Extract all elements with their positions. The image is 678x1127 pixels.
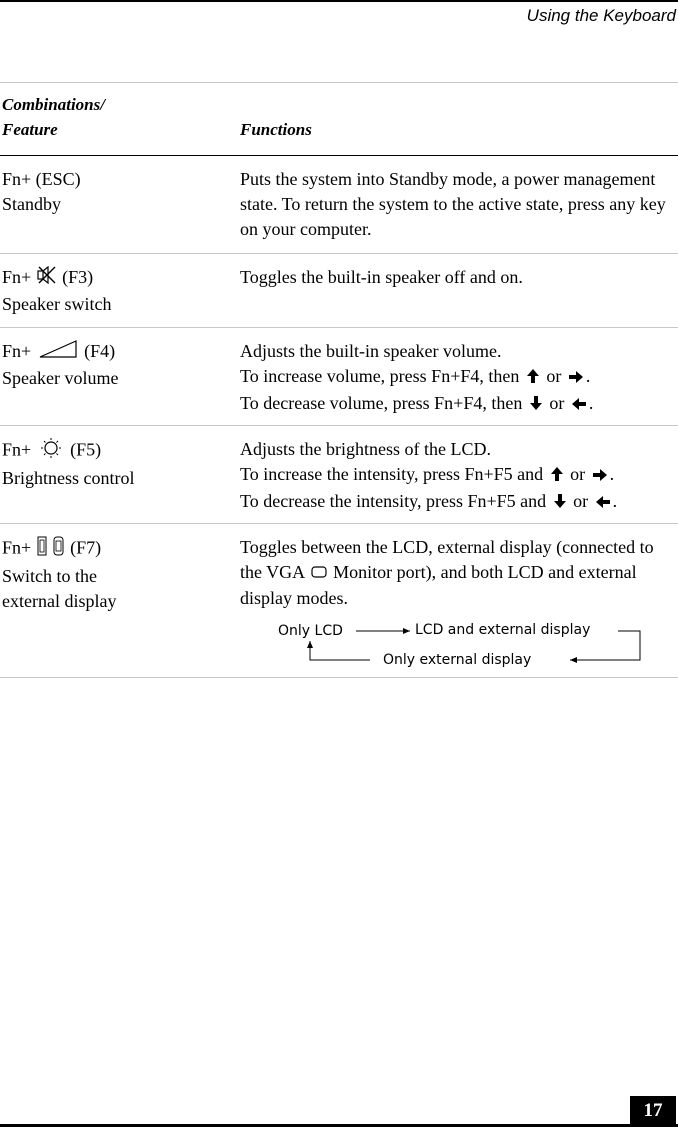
- column-header-feature: Combinations/ Feature: [2, 95, 105, 139]
- function-description: Adjusts the built-in speaker volume. To increase volume, press Fn+F4, then or . To decrease volume, press Fn+F4, then or .: [240, 328, 678, 425]
- lcd-and-external-label: LCD and external display: [415, 622, 591, 639]
- feature-name: Switch to the: [2, 566, 97, 586]
- function-description: Adjusts the brightness of the LCD. To increase the intensity, press Fn+F5 and or . To decrease the intensity, press Fn+F5 and or .: [240, 426, 678, 523]
- display-switch-icon: [36, 535, 66, 564]
- combo-cell: Fn+ (F4) Speaker volume: [0, 328, 240, 425]
- function-description: Toggles the built-in speaker off and on.: [240, 267, 523, 287]
- function-description: Toggles between the LCD, external display (connected to the VGA Monitor port), and both LCD and external display modes. Only LCD LCD and external display Only external display: [240, 524, 678, 677]
- feature-name: Standby: [2, 194, 62, 214]
- table-header: [0, 83, 678, 155]
- arrow-right-icon: [568, 366, 584, 391]
- table-row: [0, 156, 678, 253]
- brightness-icon: [36, 437, 66, 466]
- monitor-port-icon: [309, 561, 329, 586]
- running-title: Using the Keyboard: [526, 6, 676, 25]
- top-rule: [0, 0, 678, 2]
- column-header-functions: Functions: [240, 120, 312, 139]
- arrow-right-icon: [592, 464, 608, 489]
- combo-cell: Fn+ (F5) Brightness control: [0, 426, 240, 523]
- only-external-label: Only external display: [383, 652, 532, 669]
- feature-name: Speaker volume: [2, 368, 119, 389]
- arrow-down-icon: [529, 393, 543, 418]
- key-combinations-table: [0, 82, 678, 678]
- speaker-mute-icon: [36, 265, 58, 292]
- table-row: [0, 524, 678, 677]
- table-row: [0, 254, 678, 327]
- arrow-left-icon: [595, 491, 611, 516]
- arrow-up-icon: [550, 464, 564, 489]
- table-row: [0, 426, 678, 523]
- page-number: 17: [630, 1096, 676, 1126]
- only-lcd-label: Only LCD: [278, 623, 343, 640]
- table-row: [0, 328, 678, 425]
- arrow-left-icon: [571, 393, 587, 418]
- arrow-up-icon: [526, 366, 540, 391]
- arrow-down-icon: [553, 491, 567, 516]
- feature-name: external display: [2, 591, 117, 611]
- function-description: Puts the system into Standby mode, a power management state. To return the system to the active state, press any key on your computer.: [240, 169, 666, 239]
- combo-cell: Fn+ (F7) Switch to the external display: [0, 524, 240, 677]
- combo-cell: Fn+ (F3) Speaker switch: [0, 254, 240, 327]
- display-mode-diagram: [240, 617, 678, 673]
- divider: [0, 677, 678, 678]
- feature-name: Brightness control: [2, 468, 135, 488]
- volume-icon: [36, 339, 80, 366]
- combo-cell: Fn+ (ESC) Standby: [0, 156, 240, 253]
- feature-name: Speaker switch: [2, 294, 112, 315]
